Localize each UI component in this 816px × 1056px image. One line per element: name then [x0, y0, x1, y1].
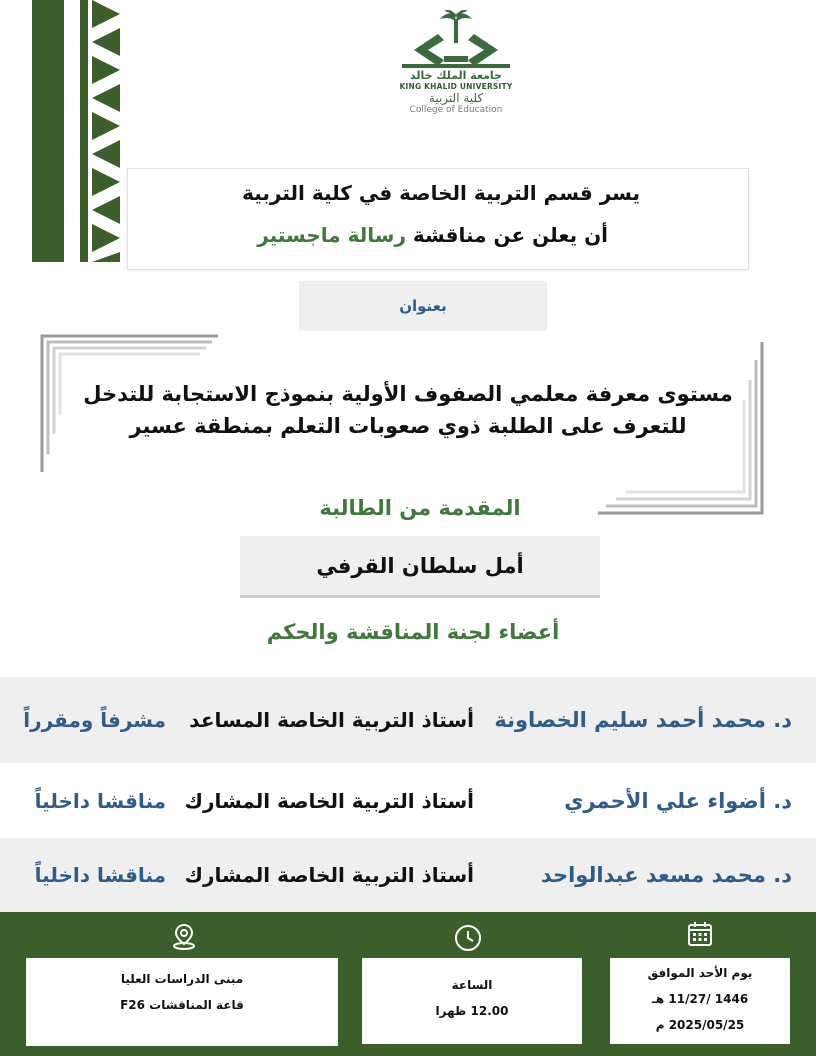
- member-name: د. أضواء علي الأحمري: [564, 788, 792, 813]
- logo-university-name-en: KING KHALID UNIVERSITY: [399, 82, 513, 91]
- member-role: مناقشا داخلياً: [34, 788, 166, 813]
- decorative-side-band: [32, 0, 120, 262]
- date-box: [610, 958, 790, 1044]
- thesis-title-line-2: للتعرف على الطلبة ذوي صعوبات التعلم بمنطقة عسير: [129, 414, 687, 438]
- member-title: أستاذ التربية الخاصة المشارك: [184, 788, 474, 813]
- committee-member-row: [0, 838, 816, 912]
- location-building: مبنى الدراسات العليا: [120, 972, 244, 986]
- triangle-pattern: [92, 0, 120, 262]
- announcement-highlight: رسالة ماجستير: [257, 223, 406, 247]
- date-gregorian: 2025/05/25 م: [655, 1018, 745, 1032]
- band-bar-wide: [32, 0, 64, 262]
- thesis-title: [70, 378, 746, 442]
- title-label: بعنوان: [299, 281, 547, 331]
- committee-member-row: [0, 677, 816, 763]
- presented-by-label: المقدمة من الطالبة: [319, 496, 521, 520]
- member-role: مناقشا داخلياً: [34, 863, 166, 887]
- announcement-line-1: يسر قسم التربية الخاصة في كلية التربية: [242, 181, 640, 205]
- announcement-box: [127, 168, 749, 270]
- location-hall: قاعة المناقشات F26: [120, 998, 244, 1012]
- logo-college-name-en: College of Education: [409, 105, 503, 115]
- member-name: د. محمد مسعد عبدالواحد: [540, 863, 792, 887]
- member-name: د. محمد أحمد سليم الخصاونة: [494, 708, 792, 732]
- university-logo: [388, 10, 524, 128]
- thesis-title-line-1: مستوى معرفة معلمي الصفوف الأولية بنموذج الاستجابة للتدخل: [83, 382, 733, 406]
- time-label: الساعة: [451, 978, 493, 992]
- logo-university-name-ar: جامعة الملك خالد: [410, 69, 502, 82]
- date-day-label: يوم الأحد الموافق: [647, 966, 753, 980]
- announcement-line-2-prefix: أن يعلن عن مناقشة: [405, 223, 608, 247]
- palm-logo-icon: [394, 10, 518, 70]
- band-bar-thin: [80, 0, 88, 262]
- event-details-footer: [0, 912, 816, 1056]
- member-role: مشرفاً ومقرراً: [23, 708, 166, 732]
- calendar-icon: [686, 920, 714, 948]
- location-box: [26, 958, 338, 1046]
- member-title: أستاذ التربية الخاصة المشارك: [184, 863, 474, 887]
- student-name: أمل سلطان القرفي: [240, 536, 600, 598]
- time-box: [362, 958, 582, 1044]
- member-title: أستاذ التربية الخاصة المساعد: [189, 708, 474, 732]
- time-value: 12.00 ظهرا: [435, 1004, 509, 1018]
- committee-member-row: [0, 763, 816, 838]
- clock-icon: [454, 924, 482, 952]
- logo-college-name-ar: كلية التربية: [428, 91, 484, 105]
- date-hijri: 1446 /11/27 هـ: [651, 992, 749, 1006]
- committee-label: أعضاء لجنة المناقشة والحكم: [266, 620, 560, 644]
- location-pin-icon: [170, 922, 198, 950]
- announcement-line-2: [257, 223, 608, 247]
